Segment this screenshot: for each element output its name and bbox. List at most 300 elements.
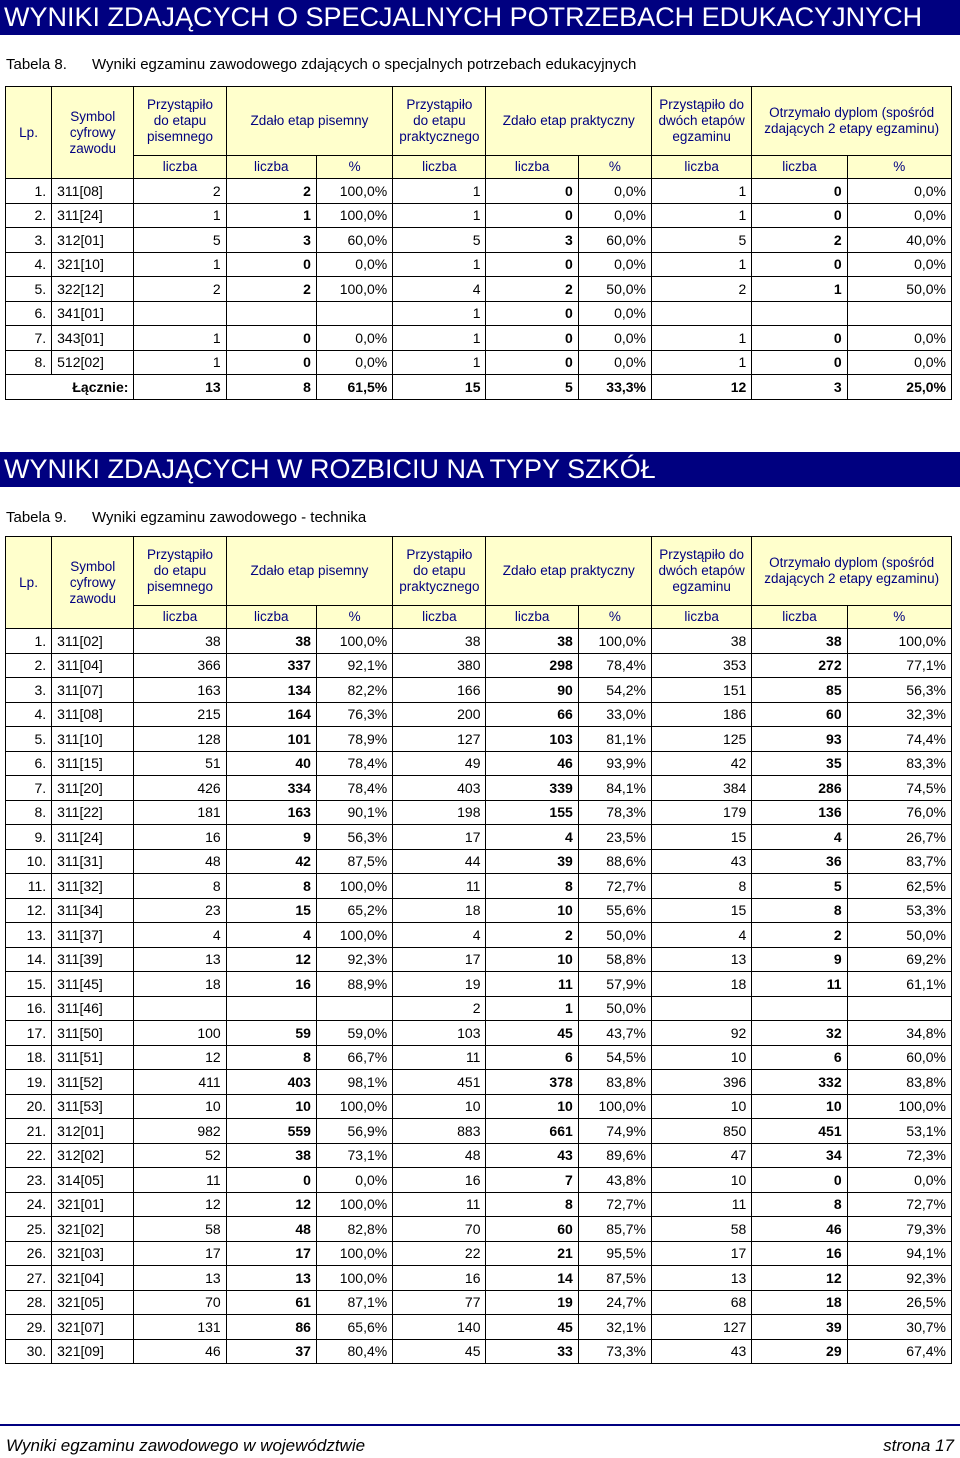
page-footer (0, 1424, 960, 1458)
cell-dyplom: 9 (752, 947, 847, 972)
cell-pct-pis: 65,2% (316, 898, 392, 923)
cell-lp: 22. (6, 1143, 52, 1168)
cell-zdalo-pis: 9 (226, 825, 316, 850)
cell-zdalo-pis: 559 (226, 1119, 316, 1144)
subheader: liczba (752, 156, 847, 179)
cell-zdalo-prakt: 21 (486, 1241, 578, 1266)
cell-symbol: 311[04] (52, 653, 134, 678)
cell-lp: 7. (6, 776, 52, 801)
subheader: liczba (486, 156, 578, 179)
cell-przyst-pis: 366 (134, 653, 226, 678)
cell-zdalo-pis: 17 (226, 1241, 316, 1266)
cell-przyst-prakt: 883 (393, 1119, 486, 1144)
cell-zdalo-pis: 12 (226, 1192, 316, 1217)
table-row (6, 996, 952, 1021)
cell-symbol: 311[34] (52, 898, 134, 923)
cell-symbol: 311[52] (52, 1070, 134, 1095)
cell-pct-pis: 87,1% (316, 1290, 392, 1315)
cell-dyplom: 4 (752, 825, 847, 850)
cell-przyst-pis: 18 (134, 972, 226, 997)
cell-przyst-pis: 11 (134, 1168, 226, 1193)
cell-pct-prakt: 50,0% (578, 996, 651, 1021)
table-row (6, 1168, 952, 1193)
cell-pct-dyplom: 74,4% (847, 727, 951, 752)
cell-pct-dyplom: 94,1% (847, 1241, 951, 1266)
cell-lp: 19. (6, 1070, 52, 1095)
cell-przyst-dwoch: 1 (652, 179, 752, 204)
table-row (6, 947, 952, 972)
table-row (6, 1192, 952, 1217)
table-caption (6, 56, 637, 73)
subheader: liczba (393, 606, 486, 629)
cell-symbol: 311[02] (52, 629, 134, 654)
cell-przyst-prakt: 198 (393, 800, 486, 825)
cell-symbol: 311[24] (52, 203, 134, 228)
cell-symbol: 312[02] (52, 1143, 134, 1168)
total-zdalo-prakt: 5 (486, 375, 578, 400)
cell-zdalo-prakt: 0 (486, 301, 578, 326)
cell-przyst-dwoch: 10 (652, 1094, 752, 1119)
cell-przyst-prakt: 18 (393, 898, 486, 923)
cell-pct-pis: 76,3% (316, 702, 392, 727)
cell-pct-prakt: 74,9% (578, 1119, 651, 1144)
table-row (6, 1094, 952, 1119)
cell-zdalo-prakt: 4 (486, 825, 578, 850)
cell-przyst-pis: 13 (134, 1266, 226, 1291)
cell-zdalo-prakt: 0 (486, 326, 578, 351)
cell-pct-prakt: 0,0% (578, 203, 651, 228)
cell-symbol: 311[07] (52, 678, 134, 703)
cell-lp: 5. (6, 727, 52, 752)
cell-pct-pis: 82,8% (316, 1217, 392, 1242)
cell-pct-dyplom: 56,3% (847, 678, 951, 703)
cell-przyst-pis: 5 (134, 228, 226, 253)
cell-pct-pis: 100,0% (316, 1192, 392, 1217)
table-row (6, 277, 952, 302)
table-row (6, 874, 952, 899)
cell-przyst-dwoch: 125 (652, 727, 752, 752)
cell-przyst-dwoch: 353 (652, 653, 752, 678)
cell-pct-pis: 73,1% (316, 1143, 392, 1168)
cell-zdalo-pis: 0 (226, 252, 316, 277)
table-label: Tabela 8. (6, 56, 67, 73)
cell-przyst-pis: 8 (134, 874, 226, 899)
cell-pct-dyplom (847, 996, 951, 1021)
cell-pct-pis: 56,3% (316, 825, 392, 850)
cell-zdalo-prakt: 298 (486, 653, 578, 678)
cell-dyplom: 286 (752, 776, 847, 801)
cell-przyst-prakt: 166 (393, 678, 486, 703)
cell-zdalo-prakt: 45 (486, 1021, 578, 1046)
cell-przyst-pis: 46 (134, 1339, 226, 1364)
cell-lp: 1. (6, 629, 52, 654)
cell-pct-prakt: 54,5% (578, 1045, 651, 1070)
cell-symbol: 311[50] (52, 1021, 134, 1046)
table-row (6, 849, 952, 874)
cell-pct-pis: 0,0% (316, 1168, 392, 1193)
cell-zdalo-pis: 37 (226, 1339, 316, 1364)
subheader: % (316, 606, 392, 629)
cell-przyst-prakt: 103 (393, 1021, 486, 1046)
cell-zdalo-prakt: 19 (486, 1290, 578, 1315)
cell-dyplom: 35 (752, 751, 847, 776)
cell-przyst-prakt: 1 (393, 301, 486, 326)
cell-przyst-prakt: 17 (393, 825, 486, 850)
cell-przyst-prakt: 44 (393, 849, 486, 874)
cell-przyst-dwoch: 92 (652, 1021, 752, 1046)
cell-lp: 2. (6, 653, 52, 678)
cell-przyst-dwoch: 18 (652, 972, 752, 997)
cell-pct-dyplom: 32,3% (847, 702, 951, 727)
cell-przyst-pis: 48 (134, 849, 226, 874)
cell-przyst-dwoch: 8 (652, 874, 752, 899)
table-row (6, 1290, 952, 1315)
table-row (6, 1217, 952, 1242)
cell-przyst-pis: 17 (134, 1241, 226, 1266)
cell-pct-prakt: 0,0% (578, 301, 651, 326)
cell-symbol: 311[08] (52, 702, 134, 727)
cell-pct-pis: 0,0% (316, 350, 392, 375)
cell-zdalo-prakt: 3 (486, 228, 578, 253)
cell-przyst-pis: 131 (134, 1315, 226, 1340)
cell-dyplom: 0 (752, 203, 847, 228)
header-przystapilo-dwoch: Przystąpiło do dwóch etapów egzaminu (652, 537, 752, 606)
cell-przyst-dwoch: 4 (652, 923, 752, 948)
cell-pct-pis: 56,9% (316, 1119, 392, 1144)
table-row (6, 301, 952, 326)
table-row (6, 1266, 952, 1291)
cell-przyst-dwoch: 1 (652, 203, 752, 228)
cell-symbol: 311[39] (52, 947, 134, 972)
cell-pct-prakt: 85,7% (578, 1217, 651, 1242)
cell-lp: 2. (6, 203, 52, 228)
cell-przyst-dwoch: 384 (652, 776, 752, 801)
cell-zdalo-pis: 10 (226, 1094, 316, 1119)
cell-pct-dyplom: 26,7% (847, 825, 951, 850)
cell-zdalo-pis: 40 (226, 751, 316, 776)
cell-zdalo-pis: 59 (226, 1021, 316, 1046)
cell-przyst-prakt: 19 (393, 972, 486, 997)
cell-pct-pis: 78,4% (316, 751, 392, 776)
cell-pct-prakt: 72,7% (578, 874, 651, 899)
cell-pct-pis: 78,9% (316, 727, 392, 752)
cell-zdalo-prakt: 8 (486, 874, 578, 899)
cell-dyplom: 0 (752, 350, 847, 375)
cell-symbol: 321[02] (52, 1217, 134, 1242)
cell-zdalo-prakt: 155 (486, 800, 578, 825)
cell-pct-dyplom: 69,2% (847, 947, 951, 972)
cell-dyplom: 46 (752, 1217, 847, 1242)
table-row (6, 678, 952, 703)
cell-przyst-pis: 10 (134, 1094, 226, 1119)
cell-pct-dyplom: 83,3% (847, 751, 951, 776)
table-row (6, 1119, 952, 1144)
cell-dyplom: 18 (752, 1290, 847, 1315)
cell-pct-pis: 100,0% (316, 203, 392, 228)
cell-pct-prakt: 0,0% (578, 326, 651, 351)
cell-zdalo-pis: 101 (226, 727, 316, 752)
cell-dyplom: 32 (752, 1021, 847, 1046)
table-row (6, 1339, 952, 1364)
subheader: liczba (752, 606, 847, 629)
cell-zdalo-pis: 48 (226, 1217, 316, 1242)
cell-dyplom: 0 (752, 179, 847, 204)
cell-pct-dyplom: 76,0% (847, 800, 951, 825)
cell-dyplom: 451 (752, 1119, 847, 1144)
cell-symbol: 321[05] (52, 1290, 134, 1315)
cell-pct-pis: 90,1% (316, 800, 392, 825)
cell-dyplom: 5 (752, 874, 847, 899)
table-row (6, 898, 952, 923)
cell-pct-pis: 59,0% (316, 1021, 392, 1046)
cell-zdalo-prakt: 90 (486, 678, 578, 703)
cell-lp: 4. (6, 252, 52, 277)
page-number: strona 17 (883, 1436, 954, 1455)
cell-zdalo-pis: 12 (226, 947, 316, 972)
cell-przyst-prakt: 1 (393, 350, 486, 375)
cell-pct-dyplom: 60,0% (847, 1045, 951, 1070)
cell-pct-prakt: 73,3% (578, 1339, 651, 1364)
cell-zdalo-pis: 38 (226, 629, 316, 654)
cell-pct-dyplom: 92,3% (847, 1266, 951, 1291)
cell-pct-dyplom: 26,5% (847, 1290, 951, 1315)
cell-zdalo-pis: 403 (226, 1070, 316, 1095)
table-row (6, 1070, 952, 1095)
cell-lp: 11. (6, 874, 52, 899)
cell-pct-prakt: 24,7% (578, 1290, 651, 1315)
cell-symbol: 311[51] (52, 1045, 134, 1070)
cell-przyst-dwoch: 15 (652, 825, 752, 850)
cell-przyst-pis: 23 (134, 898, 226, 923)
header-otrzymalo-dyplom: Otrzymało dyplom (spośród zdających 2 etapy egzaminu) (752, 87, 952, 156)
cell-przyst-dwoch (652, 301, 752, 326)
cell-lp: 23. (6, 1168, 52, 1193)
table-row (6, 923, 952, 948)
cell-przyst-pis: 982 (134, 1119, 226, 1144)
cell-lp: 5. (6, 277, 52, 302)
cell-przyst-prakt: 2 (393, 996, 486, 1021)
cell-zdalo-pis: 42 (226, 849, 316, 874)
cell-zdalo-prakt: 10 (486, 1094, 578, 1119)
subheader: liczba (134, 606, 226, 629)
cell-przyst-prakt: 1 (393, 203, 486, 228)
cell-przyst-prakt: 77 (393, 1290, 486, 1315)
cell-symbol: 322[12] (52, 277, 134, 302)
total-row (6, 375, 952, 400)
cell-dyplom (752, 996, 847, 1021)
cell-pct-pis (316, 996, 392, 1021)
cell-pct-prakt: 43,8% (578, 1168, 651, 1193)
header-zdalo-pisemny: Zdało etap pisemny (226, 87, 393, 156)
cell-dyplom: 1 (752, 277, 847, 302)
cell-symbol: 321[07] (52, 1315, 134, 1340)
cell-przyst-dwoch: 11 (652, 1192, 752, 1217)
cell-dyplom: 85 (752, 678, 847, 703)
cell-przyst-pis: 1 (134, 326, 226, 351)
subheader: liczba (486, 606, 578, 629)
table-row (6, 1315, 952, 1340)
cell-przyst-dwoch: 42 (652, 751, 752, 776)
cell-pct-dyplom: 30,7% (847, 1315, 951, 1340)
cell-zdalo-pis: 134 (226, 678, 316, 703)
cell-dyplom: 11 (752, 972, 847, 997)
cell-pct-dyplom: 77,1% (847, 653, 951, 678)
cell-symbol: 321[10] (52, 252, 134, 277)
table-row (6, 228, 952, 253)
cell-zdalo-pis: 3 (226, 228, 316, 253)
cell-przyst-dwoch (652, 996, 752, 1021)
cell-zdalo-prakt: 103 (486, 727, 578, 752)
table-row (6, 326, 952, 351)
header-symbol: Symbol cyfrowy zawodu (52, 87, 134, 179)
cell-przyst-dwoch: 5 (652, 228, 752, 253)
cell-przyst-prakt: 11 (393, 1045, 486, 1070)
cell-symbol: 311[37] (52, 923, 134, 948)
cell-przyst-prakt: 70 (393, 1217, 486, 1242)
subheader: liczba (393, 156, 486, 179)
cell-pct-prakt: 89,6% (578, 1143, 651, 1168)
cell-pct-dyplom: 79,3% (847, 1217, 951, 1242)
cell-pct-pis: 80,4% (316, 1339, 392, 1364)
cell-przyst-pis: 1 (134, 252, 226, 277)
cell-pct-prakt: 50,0% (578, 277, 651, 302)
cell-zdalo-prakt: 38 (486, 629, 578, 654)
cell-zdalo-prakt: 10 (486, 898, 578, 923)
table-row (6, 776, 952, 801)
cell-zdalo-pis: 13 (226, 1266, 316, 1291)
cell-zdalo-pis: 86 (226, 1315, 316, 1340)
total-pct-pis: 61,5% (316, 375, 392, 400)
cell-zdalo-pis: 15 (226, 898, 316, 923)
cell-dyplom: 12 (752, 1266, 847, 1291)
total-przyst-prakt: 15 (393, 375, 486, 400)
cell-pct-dyplom: 83,8% (847, 1070, 951, 1095)
cell-symbol: 311[20] (52, 776, 134, 801)
cell-zdalo-prakt: 60 (486, 1217, 578, 1242)
cell-przyst-prakt: 380 (393, 653, 486, 678)
cell-zdalo-prakt: 1 (486, 996, 578, 1021)
cell-zdalo-prakt: 14 (486, 1266, 578, 1291)
cell-przyst-prakt: 16 (393, 1168, 486, 1193)
cell-pct-pis: 100,0% (316, 629, 392, 654)
cell-pct-pis (316, 301, 392, 326)
cell-przyst-prakt: 4 (393, 923, 486, 948)
cell-pct-dyplom: 72,3% (847, 1143, 951, 1168)
cell-pct-dyplom: 50,0% (847, 923, 951, 948)
cell-przyst-prakt: 127 (393, 727, 486, 752)
cell-pct-dyplom: 40,0% (847, 228, 951, 253)
section-heading: WYNIKI ZDAJĄCYCH W ROZBICIU NA TYPY SZKÓŁ (0, 452, 960, 487)
cell-przyst-pis: 16 (134, 825, 226, 850)
cell-przyst-dwoch: 396 (652, 1070, 752, 1095)
cell-zdalo-prakt: 2 (486, 923, 578, 948)
cell-przyst-pis: 51 (134, 751, 226, 776)
cell-lp: 3. (6, 228, 52, 253)
subheader: liczba (226, 156, 316, 179)
cell-symbol: 311[45] (52, 972, 134, 997)
cell-dyplom: 38 (752, 629, 847, 654)
cell-zdalo-pis: 2 (226, 179, 316, 204)
cell-lp: 26. (6, 1241, 52, 1266)
subheader: % (316, 156, 392, 179)
cell-przyst-dwoch: 38 (652, 629, 752, 654)
cell-dyplom: 16 (752, 1241, 847, 1266)
cell-przyst-pis (134, 301, 226, 326)
cell-przyst-prakt: 1 (393, 326, 486, 351)
cell-przyst-dwoch: 43 (652, 1339, 752, 1364)
footer-title: Wyniki egzaminu zawodowego w województwie (6, 1436, 366, 1455)
cell-lp: 13. (6, 923, 52, 948)
cell-lp: 18. (6, 1045, 52, 1070)
cell-przyst-dwoch: 1 (652, 350, 752, 375)
cell-symbol: 311[31] (52, 849, 134, 874)
cell-zdalo-pis: 8 (226, 1045, 316, 1070)
cell-lp: 25. (6, 1217, 52, 1242)
cell-przyst-dwoch: 127 (652, 1315, 752, 1340)
cell-pct-prakt: 55,6% (578, 898, 651, 923)
cell-pct-pis: 92,3% (316, 947, 392, 972)
total-zdalo-pis: 8 (226, 375, 316, 400)
cell-zdalo-prakt: 2 (486, 277, 578, 302)
cell-zdalo-pis: 337 (226, 653, 316, 678)
cell-lp: 8. (6, 800, 52, 825)
cell-zdalo-prakt: 378 (486, 1070, 578, 1095)
cell-zdalo-prakt: 43 (486, 1143, 578, 1168)
cell-dyplom: 93 (752, 727, 847, 752)
cell-zdalo-pis: 38 (226, 1143, 316, 1168)
cell-przyst-pis: 4 (134, 923, 226, 948)
cell-przyst-dwoch: 151 (652, 678, 752, 703)
cell-przyst-dwoch: 179 (652, 800, 752, 825)
cell-pct-pis: 100,0% (316, 277, 392, 302)
cell-pct-prakt: 95,5% (578, 1241, 651, 1266)
cell-symbol: 321[01] (52, 1192, 134, 1217)
cell-dyplom: 272 (752, 653, 847, 678)
cell-zdalo-prakt: 0 (486, 350, 578, 375)
cell-przyst-pis (134, 996, 226, 1021)
cell-lp: 14. (6, 947, 52, 972)
cell-symbol: 311[24] (52, 825, 134, 850)
table-row (6, 179, 952, 204)
cell-przyst-pis: 1 (134, 350, 226, 375)
cell-zdalo-prakt: 339 (486, 776, 578, 801)
cell-zdalo-pis: 2 (226, 277, 316, 302)
cell-zdalo-pis (226, 301, 316, 326)
cell-zdalo-prakt: 6 (486, 1045, 578, 1070)
cell-symbol: 311[15] (52, 751, 134, 776)
subheader: % (578, 606, 651, 629)
table-row (6, 252, 952, 277)
header-przystapilo-praktyczny: Przystąpiło do etapu praktycznego (393, 537, 486, 606)
table-row (6, 727, 952, 752)
table-row (6, 972, 952, 997)
cell-zdalo-prakt: 0 (486, 252, 578, 277)
cell-przyst-pis: 12 (134, 1045, 226, 1070)
cell-przyst-dwoch: 2 (652, 277, 752, 302)
cell-pct-pis: 88,9% (316, 972, 392, 997)
table-row (6, 1021, 952, 1046)
cell-pct-prakt: 60,0% (578, 228, 651, 253)
cell-przyst-pis: 52 (134, 1143, 226, 1168)
cell-zdalo-prakt: 10 (486, 947, 578, 972)
cell-pct-pis: 98,1% (316, 1070, 392, 1095)
cell-przyst-prakt: 5 (393, 228, 486, 253)
table-row (6, 350, 952, 375)
cell-symbol: 512[02] (52, 350, 134, 375)
cell-pct-prakt: 0,0% (578, 179, 651, 204)
cell-zdalo-pis (226, 996, 316, 1021)
cell-zdalo-prakt: 66 (486, 702, 578, 727)
